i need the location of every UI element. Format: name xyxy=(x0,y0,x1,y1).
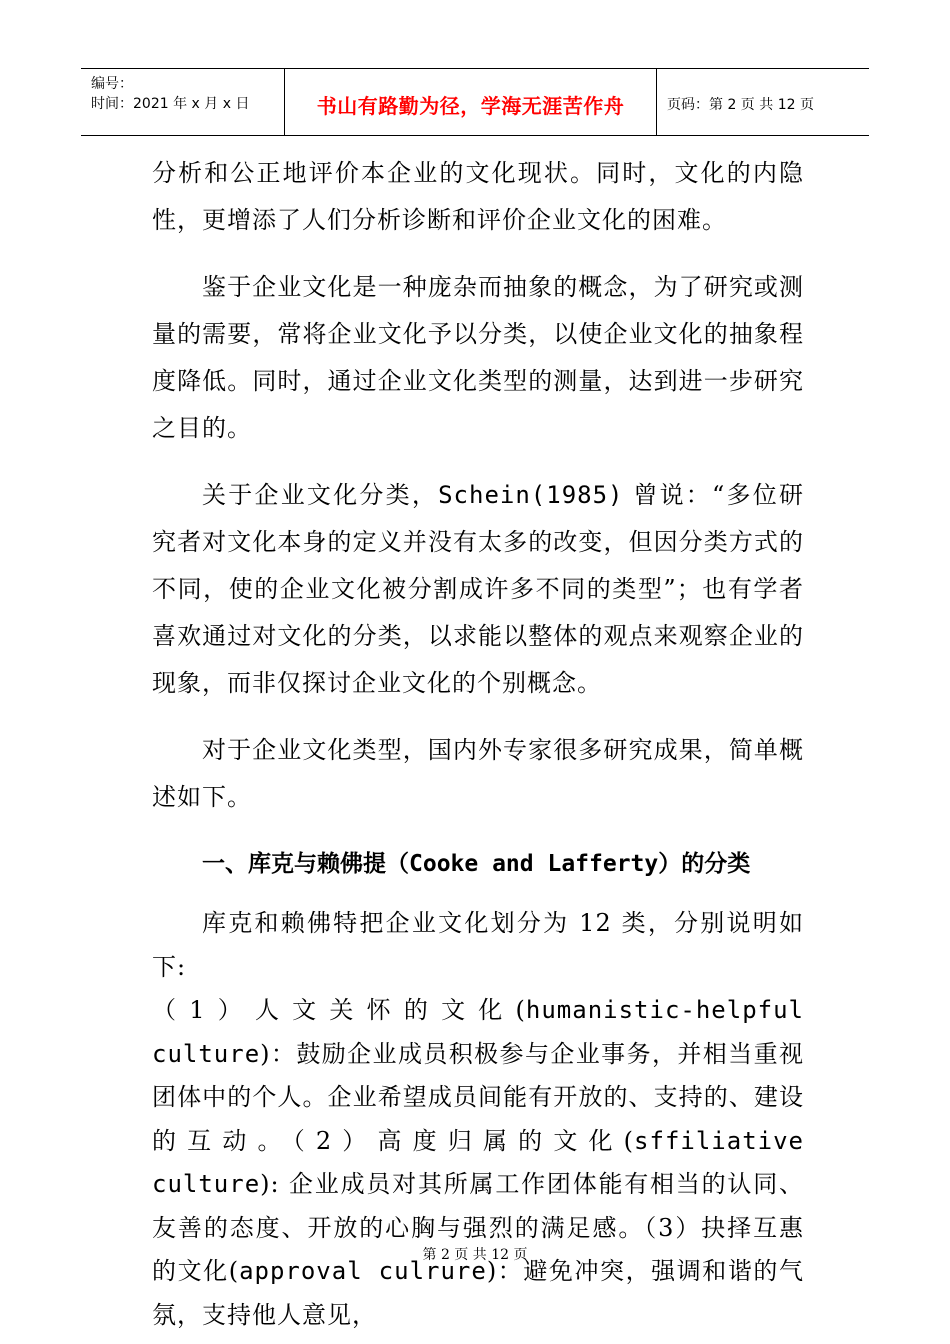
document-date: 时间：2021 年 x 月 x 日 xyxy=(91,96,250,112)
header-motto: 书山有路勤为径，学海无涯苦作舟 xyxy=(284,69,657,135)
paragraph-3-rest: 曾说：“多位研究者对文化本身的定义并没有太多的改变，但因分类方式的不同，使的企业文化被分割成许多不同的类型”；也有学者喜欢通过对文化的分类，以求能以整体的观点来观察企业的现象，而非仅探讨企业文化的个别概念。 xyxy=(152,481,805,697)
paragraph-2: 鉴于企业文化是一种庞杂而抽象的概念，为了研究或测量的需要，常将企业文化予以分类，以使企业文化的抽象程度降低。同时，通过企业文化类型的测量，达到进一步研究之目的。 xyxy=(152,273,804,442)
document-number-label: 编号： xyxy=(91,76,133,92)
schein-citation: Schein(1985) xyxy=(438,481,624,509)
paragraph-4: 对于企业文化类型，国内外专家很多研究成果，简单概述如下。 xyxy=(152,736,804,811)
section-heading xyxy=(152,841,804,888)
paragraph-1: 分析和公正地评价本企业的文化现状。同时，文化的内隐性，更增添了人们分析诊断和评价企业文化的困难。 xyxy=(152,159,804,234)
section-heading-end: ）的分类 xyxy=(658,851,751,877)
list-intro: 库克和赖佛特把企业文化划分为 12 类，分别说明如下: xyxy=(152,909,804,981)
paragraph-3-start: 关于企业文化分类， xyxy=(202,481,439,509)
section-heading-start: 一、库克与赖佛提（ xyxy=(202,851,409,877)
list-item-2: （2）高度归属的文化(sffiliative culture): 企业成员对其所属工作团体能有相当的认同、友善的态度、开放的心胸与强烈的满足感。 xyxy=(152,1126,804,1242)
header-meta xyxy=(81,69,284,135)
culture-type-list xyxy=(152,902,804,1337)
document-body xyxy=(152,150,804,1337)
list-item-3: （3）抉择互惠的文化(approval culrure)：避免冲突，强调和谐的气氛，支持他人意见， xyxy=(152,1213,804,1329)
header-page-info: 页码：第 2 页 共 12 页 xyxy=(667,97,814,113)
paragraph-3 xyxy=(152,472,804,707)
list-item-1: （1）人文关怀的文化(humanistic-helpful culture)：鼓励企业成员积极参与企业事务，并相当重视团体中的个人。企业希望成员间能有开放的、支持的、建设的互动。 xyxy=(152,996,804,1155)
section-heading-authors: Cooke and Lafferty xyxy=(409,851,659,877)
page-footer: 第 2 页 共 12 页 xyxy=(422,1247,528,1263)
page-header xyxy=(81,68,869,136)
